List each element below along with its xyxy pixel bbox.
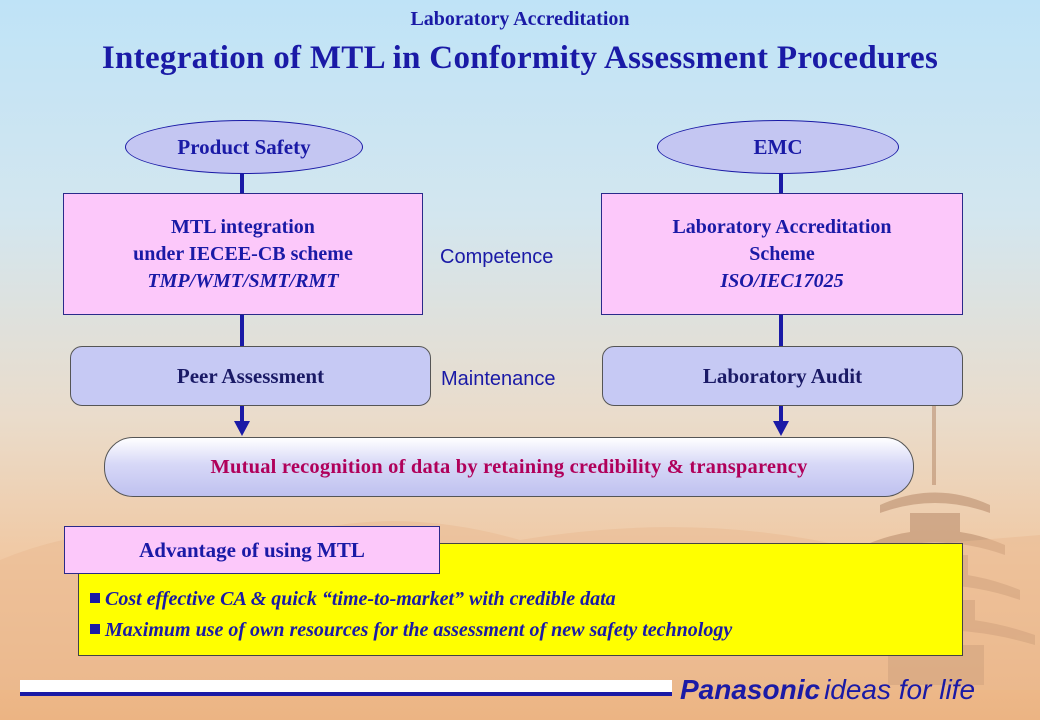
- lab-accreditation-line1: Laboratory Accreditation: [672, 215, 892, 238]
- advantage-bullet-1: [90, 588, 616, 611]
- advantage-bullet-2: [90, 619, 732, 642]
- advantage-label: Advantage of using MTL: [64, 526, 440, 574]
- page-subtitle: Laboratory Accreditation: [410, 8, 630, 30]
- peer-assessment-box: Peer Assessment: [70, 346, 431, 406]
- bullet-square-icon: [90, 624, 100, 634]
- mtl-integration-line3: TMP/WMT/SMT/RMT: [147, 269, 339, 292]
- product-safety-oval: Product Safety: [125, 120, 363, 174]
- competence-label: Competence: [440, 246, 554, 268]
- brand-tagline: ideas for life: [824, 674, 976, 705]
- mtl-integration-box: [63, 193, 423, 315]
- page-title: Integration of MTL in Conformity Assessment Procedures: [101, 40, 939, 76]
- mutual-recognition-banner: Mutual recognition of data by retaining credibility & transparency: [104, 437, 914, 497]
- maintenance-label: Maintenance: [441, 368, 556, 390]
- emc-oval: EMC: [657, 120, 899, 174]
- lab-accreditation-box: [601, 193, 963, 315]
- laboratory-audit-box: Laboratory Audit: [602, 346, 963, 406]
- brand-name: Panasonic: [680, 674, 821, 705]
- mtl-integration-line2: under IECEE-CB scheme: [133, 242, 353, 265]
- lab-accreditation-line2: Scheme: [749, 242, 815, 265]
- advantage-bullet-1-text: Cost effective CA & quick “time-to-market” with credible data: [105, 588, 616, 610]
- mtl-integration-line1: MTL integration: [171, 215, 315, 238]
- brand-logo: [680, 674, 975, 706]
- footer-rule: [20, 680, 672, 696]
- lab-accreditation-line3: ISO/IEC17025: [720, 269, 844, 292]
- advantage-bullet-2-text: Maximum use of own resources for the assessment of new safety technology: [105, 619, 733, 641]
- bullet-square-icon: [90, 593, 100, 603]
